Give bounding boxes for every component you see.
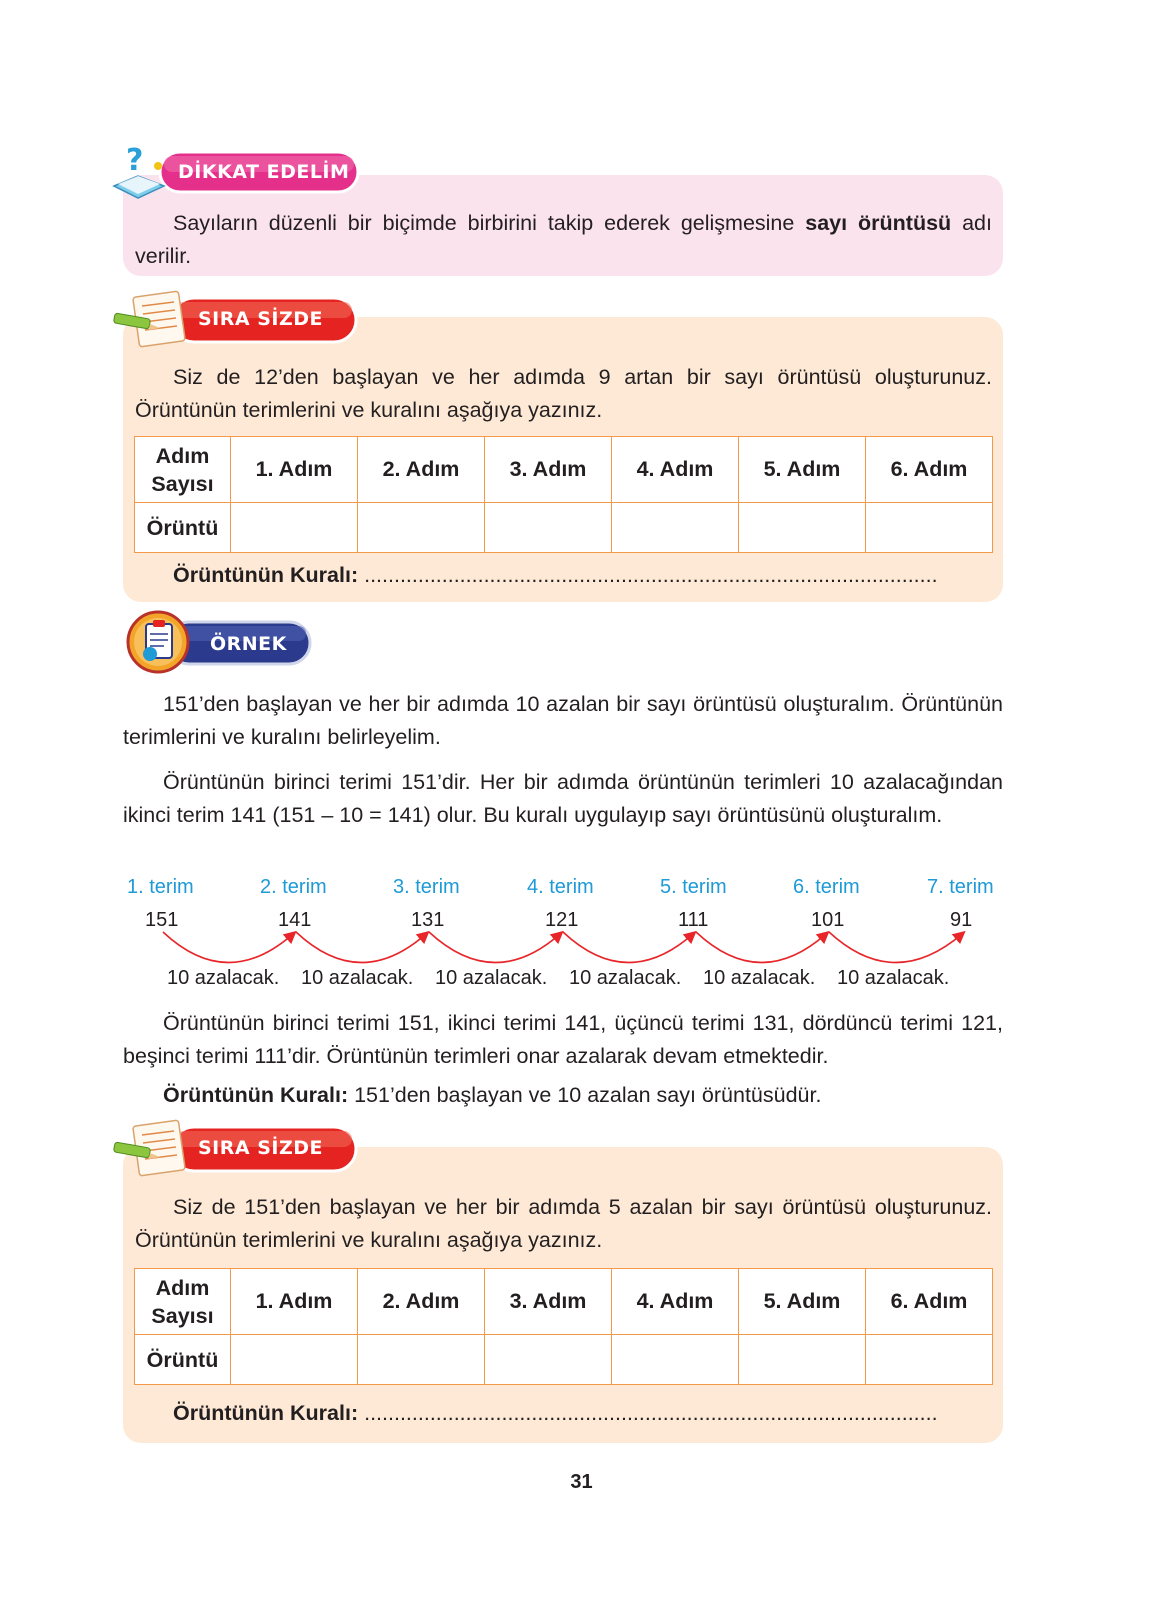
decrease-label-3: 10 azalacak. — [435, 967, 548, 989]
step-header-cell: 4. Adım — [612, 437, 739, 503]
answer-cell[interactable] — [231, 503, 358, 553]
dikkat-text-start: Sayıların düzenli bir biçimde birbirini takip ederek gelişmesine — [173, 211, 806, 235]
decrease-label-1: 10 azalacak. — [167, 967, 280, 989]
dikkat-text-end: adı verilir. — [135, 211, 992, 268]
adim-label: Adım — [155, 1275, 210, 1300]
term-value-6: 101 — [811, 909, 845, 931]
sira-sizde-table-2 — [134, 1268, 993, 1385]
term-label-1: 1. terim — [127, 876, 194, 898]
step-header-cell: 1. Adım — [231, 1269, 358, 1335]
answer-cell[interactable] — [485, 503, 612, 553]
answer-cell[interactable] — [866, 1335, 993, 1385]
answer-cell[interactable] — [612, 503, 739, 553]
sira-sizde-rule-2 — [173, 1401, 938, 1426]
oruntu-label-cell: Örüntü — [135, 1335, 231, 1385]
adim-label: Adım — [155, 443, 210, 468]
table-header-cell — [135, 1269, 231, 1335]
answer-cell[interactable] — [739, 1335, 866, 1385]
term-value-4: 121 — [545, 909, 579, 931]
svg-text:?: ? — [126, 143, 144, 178]
sira-sizde-badge-2 — [110, 1117, 360, 1179]
answer-cell[interactable] — [358, 1335, 485, 1385]
step-header-cell: 6. Adım — [866, 437, 993, 503]
dikkat-badge — [108, 140, 363, 202]
oruntu-label-cell: Örüntü — [135, 503, 231, 553]
ornek-paragraph-2: Örüntünün birinci terimi 151’dir. Her bir adımda örüntünün terimleri 10 azalacağından ikinci terim 141 (151 – 10 = 141) olur. Bu kuralı uygulayıp sayı örüntüsünü oluşturalım. — [123, 770, 1003, 827]
step-header-cell: 3. Adım — [485, 437, 612, 503]
rule-answer-line[interactable]: ................................................................................................ — [364, 563, 938, 587]
ornek-paragraph-3: Örüntünün birinci terimi 151, ikinci terimi 141, üçüncü terimi 131, dördüncü terimi 121, beşinci terimi 111’dir. Örüntünün terimleri onar azalarak devam etmektedir. — [123, 1011, 1003, 1068]
ornek-rule — [163, 1083, 821, 1108]
step-header-cell: 4. Adım — [612, 1269, 739, 1335]
term-label-6: 6. terim — [793, 876, 860, 898]
arrow-6 — [829, 932, 962, 963]
term-label-3: 3. terim — [393, 876, 460, 898]
term-value-7: 91 — [950, 909, 973, 931]
answer-cell[interactable] — [231, 1335, 358, 1385]
sira-sizde-badge-label-1: SIRA SİZDE — [198, 308, 323, 330]
sira-sizde-badge-1 — [110, 288, 360, 350]
term-value-5: 111 — [678, 909, 709, 931]
ornek-paragraph-1: 151’den başlayan ve her bir adımda 10 azalan bir sayı örüntüsü oluşturalım. Örüntünün terimlerini ve kuralını belirleyelim. — [123, 692, 1003, 749]
book-question-icon — [108, 140, 170, 202]
paper-pencil-icon — [110, 1117, 190, 1179]
sira-sizde-rule-1 — [173, 563, 938, 588]
arrow-1 — [163, 932, 293, 963]
dikkat-text — [135, 207, 992, 273]
answer-cell[interactable] — [485, 1335, 612, 1385]
step-header-cell: 3. Adım — [485, 1269, 612, 1335]
step-header-cell: 6. Adım — [866, 1269, 993, 1335]
rule-label: Örüntünün Kuralı: — [163, 1083, 349, 1107]
sayisi-label: Sayısı — [151, 1303, 214, 1328]
dikkat-text-bold: sayı örüntüsü — [805, 211, 952, 235]
step-header-cell: 5. Adım — [739, 1269, 866, 1335]
table-row — [135, 1335, 993, 1385]
term-label-4: 4. terim — [527, 876, 594, 898]
clipboard-icon — [126, 610, 190, 674]
step-header-cell: 5. Adım — [739, 437, 866, 503]
term-value-2: 141 — [278, 909, 312, 931]
table-row — [135, 503, 993, 553]
sira-sizde-badge-label-2: SIRA SİZDE — [198, 1137, 323, 1159]
arrow-4 — [563, 932, 693, 963]
arrow-5 — [696, 932, 826, 963]
answer-cell[interactable] — [866, 503, 993, 553]
step-header-cell: 1. Adım — [231, 437, 358, 503]
paper-pencil-icon — [110, 288, 190, 350]
term-label-5: 5. terim — [660, 876, 727, 898]
step-header-cell: 2. Adım — [358, 437, 485, 503]
term-label-7: 7. terim — [927, 876, 994, 898]
decrease-label-2: 10 azalacak. — [301, 967, 414, 989]
rule-text: 151’den başlayan ve 10 azalan sayı örüntüsüdür. — [348, 1083, 822, 1107]
table-header-cell — [135, 437, 231, 503]
arrow-3 — [429, 932, 560, 963]
term-label-2: 2. terim — [260, 876, 327, 898]
sayisi-label: Sayısı — [151, 471, 214, 496]
answer-cell[interactable] — [739, 503, 866, 553]
sira-sizde-table-1 — [134, 436, 993, 553]
ornek-badge — [124, 610, 314, 674]
answer-cell[interactable] — [612, 1335, 739, 1385]
rule-label: Örüntünün Kuralı: — [173, 1401, 359, 1425]
table-row — [135, 1269, 993, 1335]
dikkat-badge-label: DİKKAT EDELİM — [178, 161, 350, 183]
page-number: 31 — [570, 1471, 593, 1493]
decrease-label-4: 10 azalacak. — [569, 967, 682, 989]
decrease-label-6: 10 azalacak. — [837, 967, 950, 989]
sira-sizde-text-2: Siz de 151’den başlayan ve her bir adımda 5 azalan bir sayı örüntüsü oluşturunuz. Örüntünün terimlerini ve kuralını aşağıya yazınız. — [135, 1195, 992, 1252]
decrease-label-5: 10 azalacak. — [703, 967, 816, 989]
rule-answer-line[interactable]: ................................................................................................ — [364, 1401, 938, 1425]
rule-label: Örüntünün Kuralı: — [173, 563, 359, 587]
table-row — [135, 437, 993, 503]
arrow-2 — [296, 932, 426, 963]
step-header-cell: 2. Adım — [358, 1269, 485, 1335]
term-value-3: 131 — [411, 909, 445, 931]
sira-sizde-text-1: Siz de 12’den başlayan ve her adımda 9 artan bir sayı örüntüsü oluşturunuz. Örüntünün terimlerini ve kuralını aşağıya yazınız. — [135, 365, 992, 422]
ornek-badge-label: ÖRNEK — [210, 633, 287, 655]
term-value-1: 151 — [145, 909, 179, 931]
answer-cell[interactable] — [358, 503, 485, 553]
